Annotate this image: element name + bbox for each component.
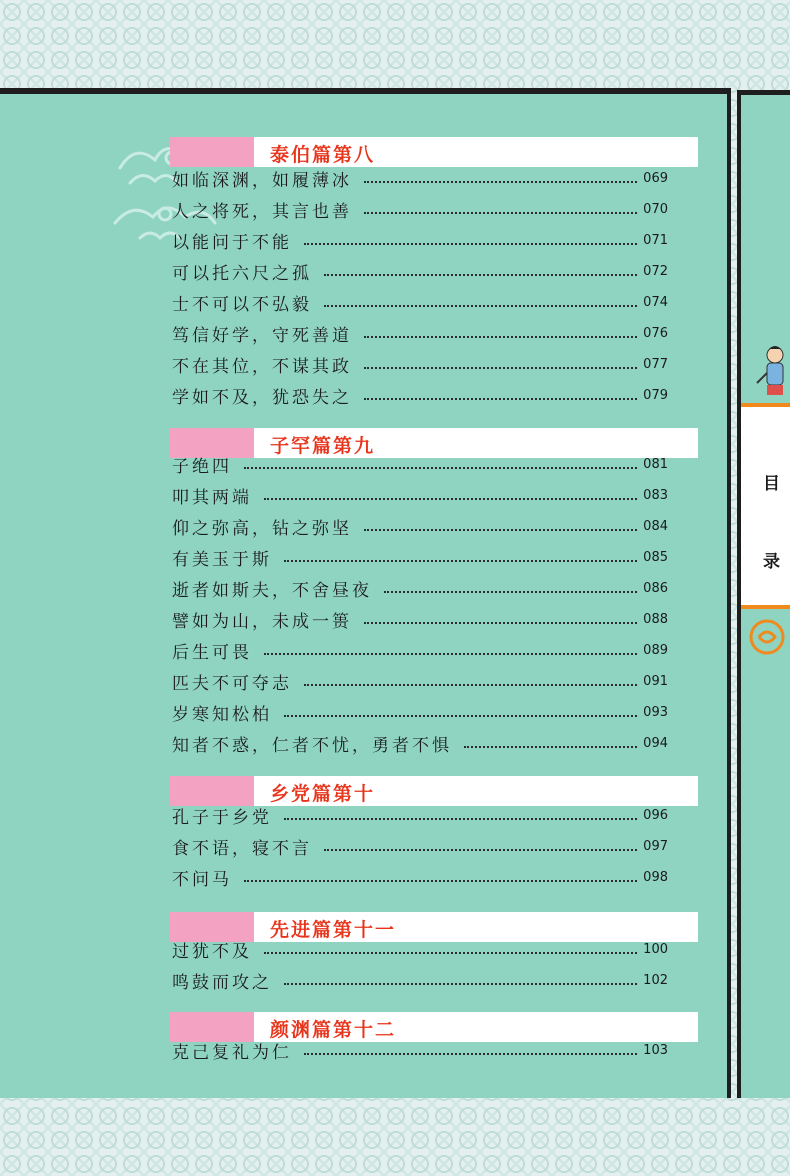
entry-title: 不问马 [172,869,232,890]
toc-entry[interactable] [172,637,668,663]
dot-leader [364,336,637,338]
toc-entry[interactable] [172,482,668,508]
dot-leader [284,983,637,985]
entry-title: 以能问于不能 [172,232,292,253]
dot-leader [364,181,637,183]
entry-page-number: 072 [643,263,668,279]
toc-entry[interactable] [172,967,668,993]
entry-page-number: 100 [643,941,668,957]
side-char: 录 [763,552,780,572]
entry-title: 岁寒知松柏 [172,704,272,725]
toc-entry[interactable] [172,165,668,191]
toc-entry[interactable] [172,351,668,377]
section-header-accent [170,137,254,167]
entry-title: 譬如为山，未成一篑 [172,611,352,632]
toc-entry[interactable] [172,699,668,725]
dot-leader [264,653,637,655]
toc-entry[interactable] [172,936,668,962]
toc-entry[interactable] [172,668,668,694]
entry-page-number: 096 [643,807,668,823]
dot-leader [284,715,637,717]
dot-leader [364,529,637,531]
toc-entry[interactable] [172,289,668,315]
entry-title: 过犹不及 [172,941,252,962]
entry-page-number: 091 [643,673,668,689]
entry-title: 食不语，寝不言 [172,838,312,859]
dot-leader [284,560,637,562]
entry-page-number: 102 [643,972,668,988]
dot-leader [264,498,637,500]
section-title: 乡党篇第十 [270,783,376,805]
entry-page-number: 086 [643,580,668,596]
entry-title: 孔子于乡党 [172,807,272,828]
toc-entry[interactable] [172,575,668,601]
toc-entry[interactable] [172,606,668,632]
entry-title: 匹夫不可夺志 [172,673,292,694]
entry-page-number: 089 [643,642,668,658]
dot-leader [304,684,637,686]
dot-leader [324,274,637,276]
toc-entry[interactable] [172,451,668,477]
section-header [170,137,698,167]
entry-page-number: 070 [643,201,668,217]
entry-title: 仰之弥高，钻之弥坚 [172,518,352,539]
dot-leader [304,243,637,245]
child-figure-icon [755,343,790,403]
entry-page-number: 079 [643,387,668,403]
entry-page-number: 103 [643,1042,668,1058]
dot-leader [364,398,637,400]
entry-page-number: 071 [643,232,668,248]
toc-entry[interactable] [172,730,668,756]
entry-title: 后生可畏 [172,642,252,663]
toc-entry[interactable] [172,802,668,828]
dot-leader [364,367,637,369]
entry-page-number: 085 [643,549,668,565]
section-title: 颜渊篇第十二 [270,1019,397,1041]
dot-leader [364,622,637,624]
toc-entry[interactable] [172,544,668,570]
section-title: 先进篇第十一 [270,919,397,941]
entry-title: 如临深渊，如履薄冰 [172,170,352,191]
toc-entry[interactable] [172,382,668,408]
entry-title: 人之将死，其言也善 [172,201,352,222]
dot-leader [244,467,637,469]
toc-entry[interactable] [172,258,668,284]
entry-page-number: 083 [643,487,668,503]
section-title: 子罕篇第九 [270,435,376,457]
dot-leader [324,305,637,307]
dot-leader [244,880,637,882]
entry-title: 鸣鼓而攻之 [172,972,272,993]
entry-title: 学如不及，犹恐失之 [172,387,352,408]
toc-entry[interactable] [172,1037,668,1063]
entry-title: 子绝四 [172,456,232,477]
section-title: 泰伯篇第八 [270,144,376,166]
dot-leader [324,849,637,851]
entry-title: 叩其两端 [172,487,252,508]
entry-title: 有美玉于斯 [172,549,272,570]
entry-title: 可以托六尺之孤 [172,263,312,284]
dot-leader [264,952,637,954]
side-char: 目 [763,474,780,494]
toc-entry[interactable] [172,833,668,859]
toc-entry[interactable] [172,227,668,253]
entry-title: 不在其位，不谋其政 [172,356,352,377]
dot-leader [284,818,637,820]
seal-icon [747,617,787,657]
toc-entry[interactable] [172,196,668,222]
dot-leader [384,591,637,593]
dot-leader [364,212,637,214]
dot-leader [304,1053,637,1055]
side-label [741,403,790,609]
entry-page-number: 077 [643,356,668,372]
toc-entry[interactable] [172,864,668,890]
entry-page-number: 093 [643,704,668,720]
entry-page-number: 069 [643,170,668,186]
entry-page-number: 074 [643,294,668,310]
entry-page-number: 081 [643,456,668,472]
entry-page-number: 098 [643,869,668,885]
toc-entry[interactable] [172,320,668,346]
entry-page-number: 076 [643,325,668,341]
entry-title: 逝者如斯夫，不舍昼夜 [172,580,372,601]
entry-title: 士不可以不弘毅 [172,294,312,315]
entry-page-number: 094 [643,735,668,751]
entry-page-number: 088 [643,611,668,627]
entry-page-number: 084 [643,518,668,534]
entry-title: 克己复礼为仁 [172,1042,292,1063]
toc-entry[interactable] [172,513,668,539]
entry-page-number: 097 [643,838,668,854]
entry-title: 笃信好学，守死善道 [172,325,352,346]
side-tab [737,90,790,1098]
entry-title: 知者不惑，仁者不忧，勇者不惧 [172,735,452,756]
dot-leader [464,746,637,748]
